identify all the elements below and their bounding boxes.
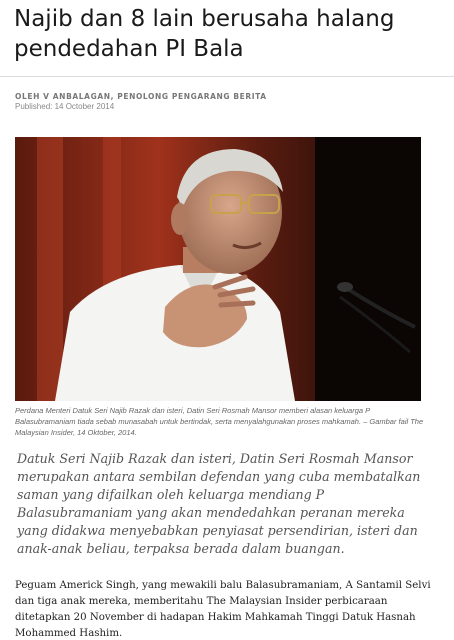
article-headline: Najib dan 8 lain berusaha halang pendedahan PI Bala <box>14 6 395 62</box>
article-lead: Datuk Seri Najib Razak dan isteri, Datin Seri Rosmah Mansor merupakan antara sembilan defendan yang cuba membatalkan saman yang difailkan oleh keluarga mendiang P Balasubramaniam yang akan mendedahkan peranan mereka yang didakwa menyebabkan penyiasat persendirian, isteri dan anak-anak beliau, terpaksa berada dalam buangan. <box>17 451 421 556</box>
published-date: Published: 14 October 2014 <box>15 102 115 111</box>
photo-caption: Perdana Menteri Datuk Seri Najib Razak dan isteri, Datin Seri Rosmah Mansor memberi alasan keluarga P Balasubramaniam tiada sebab munasabah untuk bertindak, serta menyalahgunakan proses mahkamah. – Gambar fail The Malaysian Insider, 14 Oktober, 2014. <box>15 406 424 437</box>
article-byline[interactable]: OLEH V ANBALAGAN, PENOLONG PENGARANG BERITA <box>15 92 267 101</box>
article-photo <box>15 137 421 401</box>
article-paragraph: Peguam Americk Singh, yang mewakili balu Balasubramaniam, A Santamil Selvi dan tiga anak mereka, memberitahu The Malaysian Insider perbicaraan ditetapkan 20 November di hadapan Hakim Mahkamah Tinggi Datuk Hasnah Mohammed Hashim. <box>15 580 431 639</box>
photo-illustration <box>15 137 421 401</box>
header-divider <box>0 76 454 77</box>
